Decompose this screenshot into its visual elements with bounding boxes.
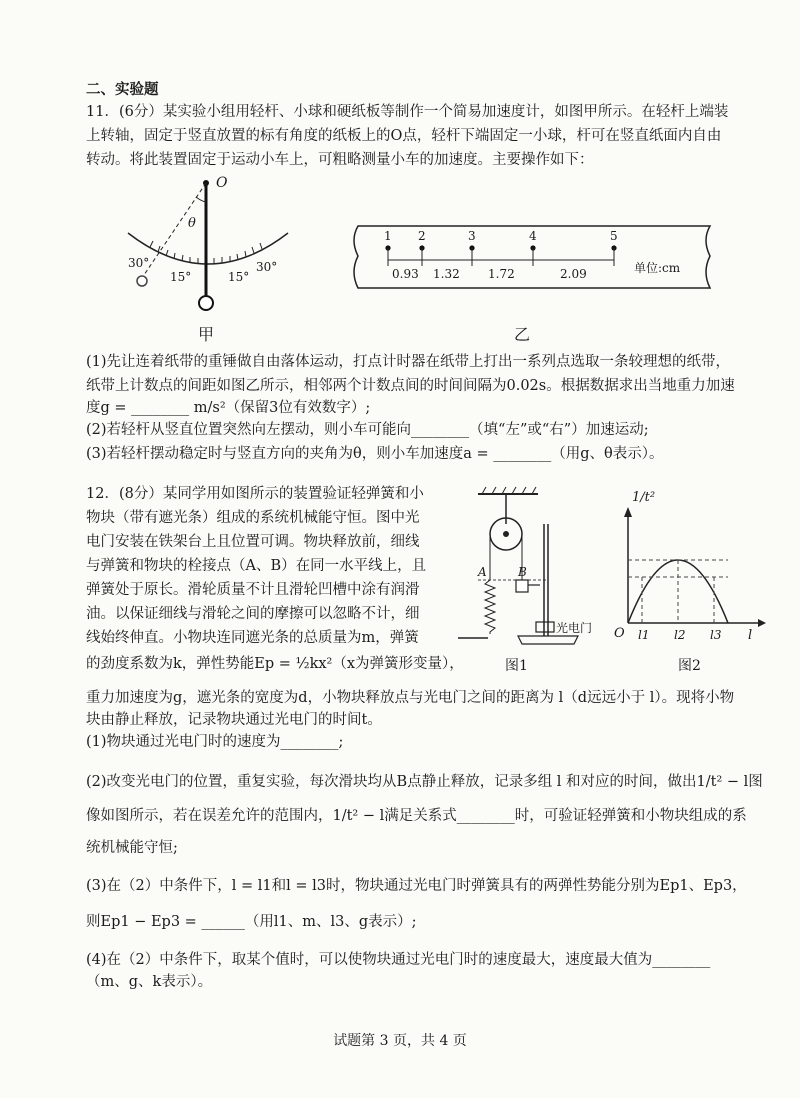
caption-fig1: 图1 bbox=[505, 658, 528, 674]
figure-yi bbox=[350, 218, 720, 298]
tape-label-3: 3 bbox=[468, 229, 476, 243]
q12-line-5: 弹簧处于原长。滑轮质量不计且滑轮凹槽中涂有润滑 bbox=[86, 582, 420, 598]
page-footer: 试题第 3 页，共 4 页 bbox=[333, 1033, 467, 1049]
q12-part-2a: (2)改变光电门的位置，重复实验，每次滑块均从B点静止释放，记录多组 l 和对应的时间，做出1/t² − l图 bbox=[86, 774, 763, 790]
tape-distance-4: 2.09 bbox=[560, 267, 587, 281]
y-axis-label: 1/t² bbox=[632, 490, 656, 505]
tape-label-1: 1 bbox=[384, 229, 392, 243]
q12-after-1: 重力加速度为g，遮光条的宽度为d，小物块释放点与光电门之间的距离为 l（d远远小于 l）。现将小物 bbox=[86, 690, 735, 706]
q12-line-8: 的劲度系数为k，弹性势能Ep = ½kx²（x为弹簧形变量）， bbox=[86, 656, 464, 672]
q12-part-4a: (4)在（2）中条件下，取某个值时，可以使物块通过光电门时的速度最大，速度最大值为________ bbox=[86, 952, 711, 968]
tape-unit: 单位:cm bbox=[634, 261, 681, 275]
tape-label-5: 5 bbox=[610, 229, 618, 243]
q12-line-3: 电门安装在铁架台上且位置可调。物块释放前，细线 bbox=[86, 534, 420, 550]
q12-line-4: 与弹簧和物块的栓接点（A、B）在同一水平线上，且 bbox=[86, 558, 427, 574]
figure-2 bbox=[608, 505, 768, 645]
caption-fig2: 图2 bbox=[678, 658, 701, 674]
q11-part-2: (2)若轻杆从竖直位置突然向左摆动，则小车可能向________（填“左”或“右”）加速运动; bbox=[86, 422, 649, 438]
q12-part-3b: 则Ep1 − Ep3 = ______（用l1、m、l3、g表示）; bbox=[86, 914, 417, 930]
stand-base bbox=[518, 636, 578, 644]
angle-label-15-right: 15° bbox=[228, 270, 250, 284]
tick-l1: l1 bbox=[638, 628, 650, 642]
tape-distance-1: 0.93 bbox=[392, 267, 419, 281]
q12-part-3a: (3)在（2）中条件下，l = l1和l = l3时，物块通过光电门时弹簧具有的两弹性势能分别为Ep1、Ep3， bbox=[86, 878, 747, 894]
deflected-rod bbox=[144, 183, 206, 275]
q11-part-1a: (1)先让连着纸带的重锤做自由落体运动，打点计时器在纸带上打出一系列点选取一条较理想的纸带， bbox=[86, 354, 731, 370]
q12-line-2: 物块（带有遮光条）组成的系统机械能守恒。图中光 bbox=[86, 510, 420, 526]
q12-after-2: 块由静止释放，记录物块通过光电门的时间t。 bbox=[86, 712, 382, 728]
caption-jia: 甲 bbox=[198, 325, 215, 344]
q11-part-1b: 纸带上计数点的间距如图乙所示，相邻两个计数点间的时间间隔为0.02s。根据数据求出当地重力加速 bbox=[86, 378, 735, 394]
label-o: O bbox=[216, 175, 228, 191]
tape-distance-3: 1.72 bbox=[488, 267, 515, 281]
tick-l3: l3 bbox=[710, 628, 722, 642]
caption-yi: 乙 bbox=[514, 325, 531, 344]
label-theta: θ bbox=[188, 216, 196, 231]
x-axis-label: l bbox=[748, 628, 753, 643]
photogate bbox=[536, 622, 554, 632]
tick-l2: l2 bbox=[674, 628, 686, 642]
origin-label: O bbox=[614, 626, 625, 641]
tape-label-4: 4 bbox=[529, 229, 537, 243]
section-title: 二、实验题 bbox=[86, 81, 159, 98]
label-a: A bbox=[478, 565, 487, 579]
deflected-ball bbox=[137, 276, 147, 286]
q11-line-3: 转动。将此装置固定于运动小车上，可粗略测量小车的加速度。主要操作如下： bbox=[86, 152, 594, 168]
q12-part-4b: （m、g、k表示）。 bbox=[86, 974, 213, 990]
q11-line-1: 11．(6分）某实验小组用轻杆、小球和硬纸板等制作一个简易加速度计，如图甲所示。在轻杆上端装 bbox=[86, 104, 729, 120]
ball bbox=[199, 296, 213, 310]
q12-part-2b: 像如图所示，若在误差允许的范围内，1/t² − l满足关系式________时，可验证轻弹簧和小物块组成的系 bbox=[86, 808, 747, 824]
spring bbox=[485, 580, 495, 634]
angle-label-30-right: 30° bbox=[256, 260, 278, 274]
q11-line-2: 上转轴，固定于竖直放置的标有角度的纸板上的O点，轻杆下端固定一小球，杆可在竖直纸面内自由 bbox=[86, 128, 722, 144]
figure-jia bbox=[120, 175, 320, 335]
q12-part-1: (1)物块通过光电门时的速度为________; bbox=[86, 734, 344, 750]
block bbox=[516, 580, 528, 592]
q12-line-6: 油。以保证细线与滑轮之间的摩擦可以忽略不计，细 bbox=[86, 606, 420, 622]
tape-label-2: 2 bbox=[418, 229, 426, 243]
q11-part-1c: 度g = ________ m/s²（保留3位有效数字）; bbox=[86, 400, 371, 416]
q12-part-2c: 统机械能守恒; bbox=[86, 840, 178, 856]
q11-part-3: (3)若轻杆摆动稳定时与竖直方向的夹角为θ，则小车加速度a = ________（用g、θ表示）。 bbox=[86, 446, 664, 462]
q12-line-1: 12．(8分）某同学用如图所示的装置验证轻弹簧和小 bbox=[86, 486, 424, 502]
photogate-label: 光电门 bbox=[556, 621, 593, 635]
figure-1 bbox=[448, 484, 593, 659]
angle-label-15-left: 15° bbox=[170, 270, 192, 284]
angle-label-30-left: 30° bbox=[128, 256, 150, 270]
tape-distance-2: 1.32 bbox=[433, 267, 460, 281]
q12-line-7: 线始终伸直。小物块连同遮光条的总质量为m，弹簧 bbox=[86, 630, 419, 646]
label-b: B bbox=[518, 565, 527, 579]
